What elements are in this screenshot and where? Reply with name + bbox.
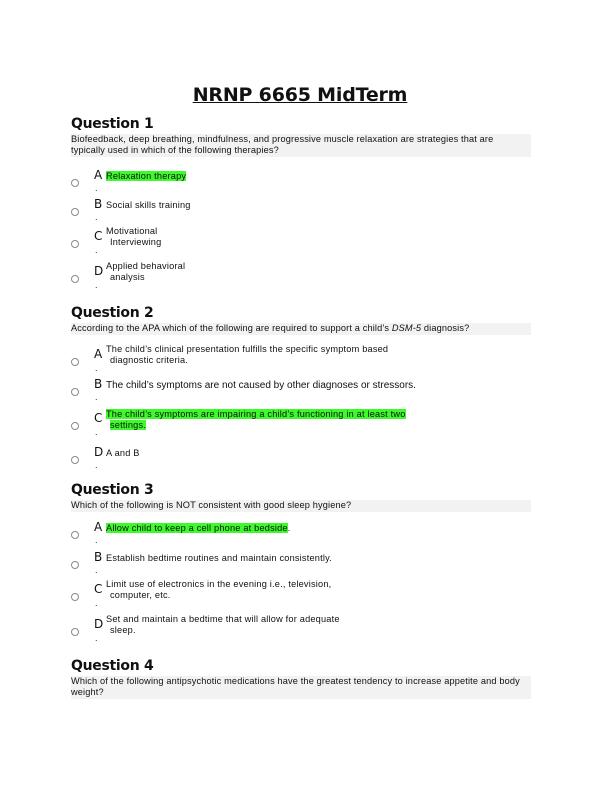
option-letter: B: [94, 197, 103, 211]
option-dot: .: [95, 535, 98, 545]
question-heading: Question 1: [71, 116, 154, 132]
option-dot: .: [95, 633, 98, 643]
answer-option-c[interactable]: [71, 579, 531, 609]
answer-option-b[interactable]: [71, 197, 531, 227]
radio-button[interactable]: [71, 593, 79, 601]
answer-option-b[interactable]: [71, 550, 531, 580]
radio-button[interactable]: [71, 240, 79, 248]
option-text: Allow child to keep a cell phone at bedside.: [106, 523, 291, 533]
question-heading: Question 2: [71, 305, 154, 321]
answer-option-a[interactable]: [71, 344, 531, 374]
question-heading: Question 4: [71, 658, 154, 674]
radio-button[interactable]: [71, 275, 79, 283]
option-text: The child’s symptoms are not caused by other diagnoses or stressors.: [106, 380, 416, 391]
option-dot: .: [95, 183, 98, 193]
question-4: [71, 658, 531, 699]
question-text: Which of the following is NOT consistent with good sleep hygiene?: [71, 500, 531, 512]
question-text: Which of the following antipsychotic medications have the greatest tendency to increase appetite and body weight?: [71, 676, 531, 699]
answer-highlight: settings.: [110, 420, 147, 430]
radio-button[interactable]: [71, 422, 79, 430]
answer-highlight: Allow child to keep a cell phone at bedside: [106, 523, 288, 533]
option-letter: A: [94, 347, 103, 361]
radio-button[interactable]: [71, 179, 79, 187]
option-dot: .: [95, 460, 98, 470]
option-dot: .: [95, 280, 98, 290]
option-dot: .: [95, 363, 98, 373]
option-letter: D: [94, 617, 104, 631]
answer-option-c[interactable]: [71, 226, 531, 256]
radio-button[interactable]: [71, 456, 79, 464]
option-letter: C: [94, 229, 103, 243]
option-text: The child’s clinical presentation fulfills the specific symptom based diagnostic criteria.: [106, 344, 389, 365]
option-letter: A: [94, 520, 103, 534]
option-dot: .: [95, 427, 98, 437]
option-dot: .: [95, 565, 98, 575]
option-text: [106, 409, 406, 431]
option-letter: C: [94, 582, 103, 596]
question-3: [71, 482, 531, 512]
radio-button[interactable]: [71, 208, 79, 216]
option-letter: D: [94, 264, 104, 278]
option-text: Motivational Interviewing: [106, 226, 162, 247]
answer-option-a[interactable]: [71, 520, 531, 550]
answer-option-a[interactable]: [71, 168, 531, 198]
option-text: Set and maintain a bedtime that will allow for adequate sleep.: [106, 614, 340, 635]
radio-button[interactable]: [71, 388, 79, 396]
answer-option-c[interactable]: [71, 408, 531, 438]
answer-highlight: Relaxation therapy: [106, 171, 187, 181]
question-2: [71, 305, 531, 335]
radio-button[interactable]: [71, 358, 79, 366]
answer-option-d[interactable]: [71, 261, 531, 291]
option-letter: B: [94, 377, 103, 391]
option-text: Establish bedtime routines and maintain consistently.: [106, 553, 332, 563]
question-1: [71, 116, 531, 157]
option-dot: .: [95, 245, 98, 255]
option-letter: D: [94, 445, 104, 459]
option-dot: .: [95, 598, 98, 608]
question-text: According to the APA which of the following are required to support a child’s DSM-5 diagnosis?: [71, 323, 531, 335]
option-dot: .: [95, 392, 98, 402]
option-text: [106, 171, 186, 182]
page-title: NRNP 6665 MidTerm: [192, 84, 408, 106]
answer-option-d[interactable]: [71, 614, 531, 644]
option-dot: .: [95, 212, 98, 222]
option-text: Applied behavioral analysis: [106, 261, 186, 282]
radio-button[interactable]: [71, 531, 79, 539]
radio-button[interactable]: [71, 628, 79, 636]
question-text: Biofeedback, deep breathing, mindfulness, and progressive muscle relaxation are strategies that are typically used in which of the following therapies?: [71, 134, 531, 157]
option-letter: B: [94, 550, 103, 564]
option-text: Limit use of electronics in the evening i.e., television, computer, etc.: [106, 579, 332, 600]
option-text: Social skills training: [106, 200, 191, 210]
answer-option-b[interactable]: [71, 377, 531, 407]
option-text: A and B: [106, 448, 140, 458]
answer-highlight: The child’s symptoms are impairing a child’s functioning in at least two: [106, 409, 406, 419]
option-letter: A: [94, 168, 103, 182]
answer-option-d[interactable]: [71, 445, 531, 475]
option-letter: C: [94, 411, 103, 425]
radio-button[interactable]: [71, 561, 79, 569]
question-heading: Question 3: [71, 482, 154, 498]
